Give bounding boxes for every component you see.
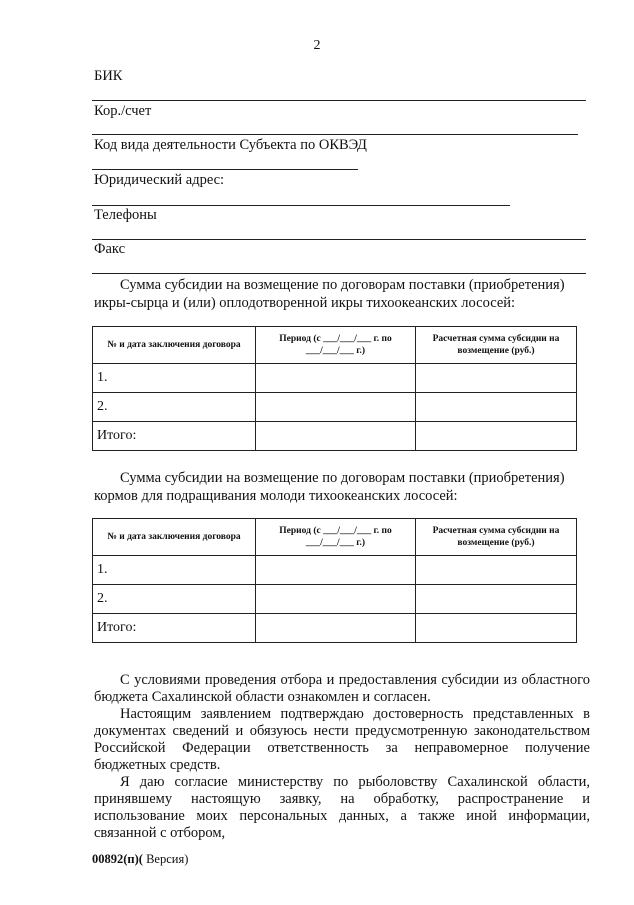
phones-rule <box>92 239 586 240</box>
period-cell[interactable] <box>256 556 416 585</box>
legal-address-rule <box>92 205 510 206</box>
paragraph-agreement: С условиями проведения отбора и предоставления субсидии из областного бюджета Сахалинской области ознакомлен и согласен. <box>94 672 590 705</box>
header-period: Период (с ___/___/___ г. по ___/___/___ г.) <box>256 519 416 556</box>
section2-line2: кормов для подращивания молоди тихоокеанских лососей: <box>94 488 458 504</box>
document-code <box>92 852 188 867</box>
table-row <box>93 393 577 422</box>
paragraph-confirmation: Настоящим заявлением подтверждаю достоверность представленных в документах сведений и обязуюсь нести предусмотренную законодательством Российской Федерации ответственность за неправомерное получение бюджетных средств. <box>94 706 590 773</box>
period-cell[interactable] <box>256 422 416 451</box>
paragraph-consent: Я даю согласие министерству по рыболовству Сахалинской области, принявшему настоящую заявку, на обработку, распространение и использование моих персональных данных, а также иной информации, связанной с отбором, <box>94 774 590 841</box>
period-cell[interactable] <box>256 364 416 393</box>
okved-label: Код вида деятельности Субъекта по ОКВЭД <box>94 137 367 153</box>
section1-line2: икры-сырца и (или) оплодотворенной икры тихоокеанских лососей: <box>94 295 516 311</box>
section1-heading <box>94 276 594 312</box>
bik-label: БИК <box>94 68 123 84</box>
kor-schet-rule <box>92 134 578 135</box>
amount-cell[interactable] <box>416 614 577 643</box>
row-label: 2. <box>93 585 256 614</box>
period-cell[interactable] <box>256 393 416 422</box>
version-label: Версия) <box>142 852 189 866</box>
bik-rule <box>92 100 586 101</box>
amount-cell[interactable] <box>416 556 577 585</box>
total-label: Итого: <box>93 614 256 643</box>
table-total-row <box>93 614 577 643</box>
row-label: 1. <box>93 556 256 585</box>
total-label: Итого: <box>93 422 256 451</box>
header-contract: № и дата заключения договора <box>93 327 256 364</box>
subsidy-table-2 <box>92 518 577 643</box>
table-row <box>93 585 577 614</box>
section2-line1: Сумма субсидии на возмещение по договорам поставки (приобретения) <box>120 470 565 486</box>
header-amount: Расчетная сумма субсидии на возмещение (руб.) <box>416 519 577 556</box>
declaration-text <box>94 672 590 842</box>
amount-cell[interactable] <box>416 393 577 422</box>
header-period: Период (с ___/___/___ г. по ___/___/___ г.) <box>256 327 416 364</box>
amount-cell[interactable] <box>416 585 577 614</box>
header-amount: Расчетная сумма субсидии на возмещение (руб.) <box>416 327 577 364</box>
code-number: 00892(п)( <box>92 852 143 866</box>
row-label: 2. <box>93 393 256 422</box>
section2-heading <box>94 469 594 505</box>
header-contract: № и дата заключения договора <box>93 519 256 556</box>
amount-cell[interactable] <box>416 364 577 393</box>
section1-line1: Сумма субсидии на возмещение по договорам поставки (приобретения) <box>120 277 565 293</box>
period-cell[interactable] <box>256 585 416 614</box>
table-total-row <box>93 422 577 451</box>
fax-label: Факс <box>94 241 126 257</box>
fax-rule <box>92 273 586 274</box>
amount-cell[interactable] <box>416 422 577 451</box>
table-row <box>93 556 577 585</box>
kor-schet-label: Кор./счет <box>94 103 152 119</box>
table-header-row <box>93 519 577 556</box>
okved-rule <box>92 169 358 170</box>
page-number: 2 <box>313 38 321 53</box>
period-cell[interactable] <box>256 614 416 643</box>
phones-label: Телефоны <box>94 207 157 223</box>
table-row <box>93 364 577 393</box>
legal-address-label: Юридический адрес: <box>94 172 225 188</box>
subsidy-table-1 <box>92 326 577 451</box>
row-label: 1. <box>93 364 256 393</box>
table-header-row <box>93 327 577 364</box>
